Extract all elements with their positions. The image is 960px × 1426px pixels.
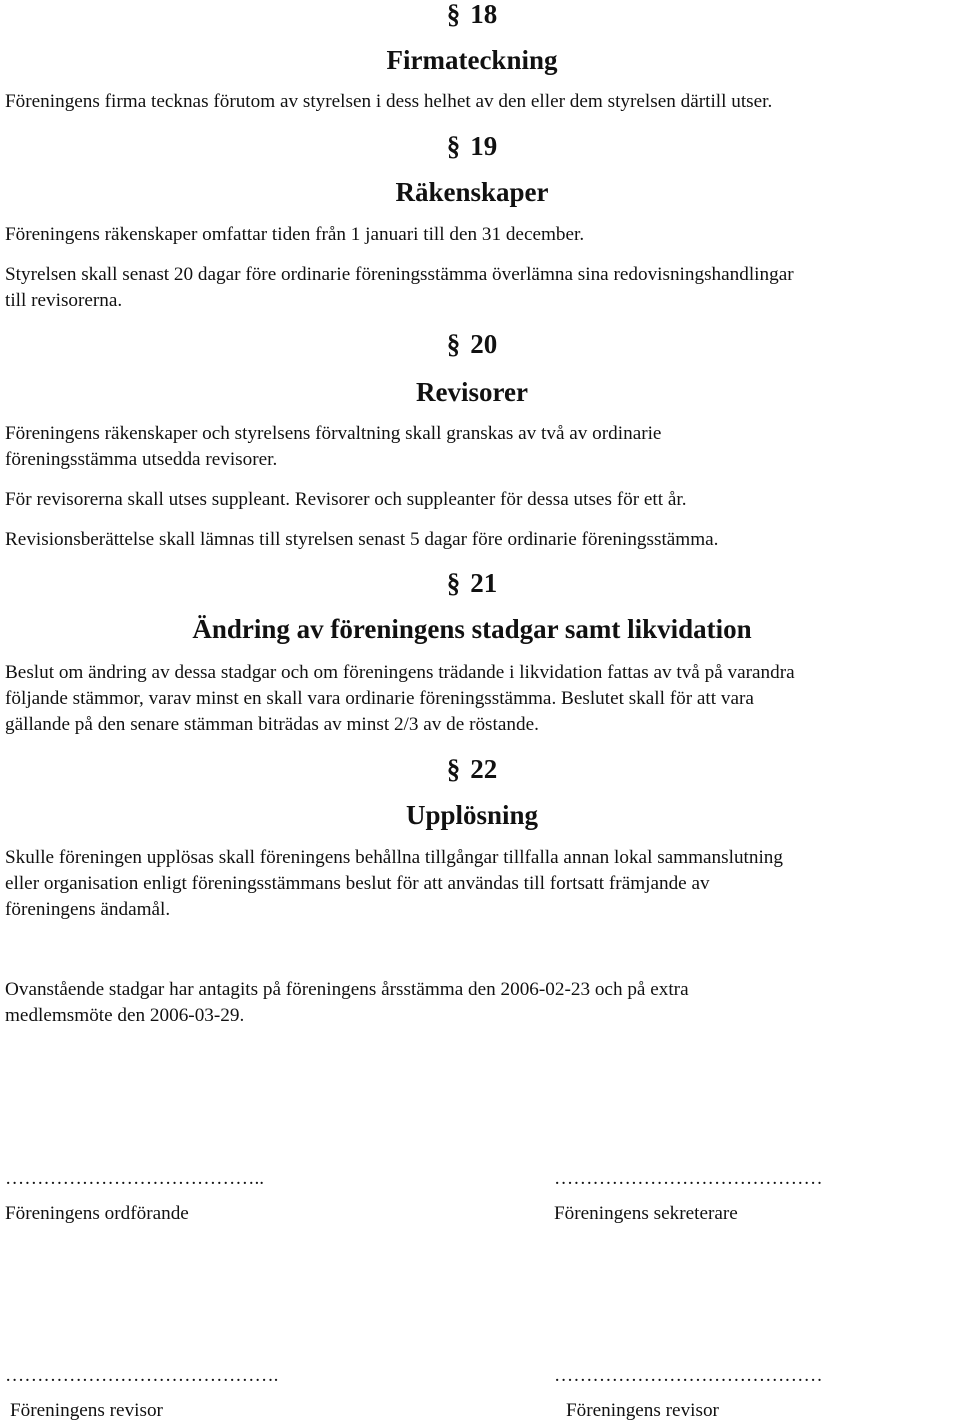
section-20-number: § 20 xyxy=(446,329,498,359)
section-20-paragraph-1: Föreningens räkenskaper och styrelsens förvaltning skall granskas av två av ordinarie föreningsstämma utsedda revisorer. xyxy=(5,423,662,470)
section-20-paragraph-3: Revisionsberättelse skall lämnas till styrelsen senast 5 dagar före ordinarie föreningsstämma. xyxy=(5,529,719,550)
signature-line-chairman: ………………………………….. xyxy=(5,1168,265,1189)
section-19-number: § 19 xyxy=(446,131,498,161)
signature-line-auditor-2: …………………………………… xyxy=(554,1365,823,1386)
section-19-paragraph-1: Föreningens räkenskaper omfattar tiden från 1 januari till den 31 december. xyxy=(5,224,585,245)
signature-line-secretary: …………………………………… xyxy=(554,1168,823,1189)
section-18-paragraph: Föreningens firma tecknas förutom av styrelsen i dess helhet av den eller dem styrelsen därtill utser. xyxy=(5,91,773,112)
signature-label-chairman: Föreningens ordförande xyxy=(5,1203,189,1224)
section-21-title: Ändring av föreningens stadgar samt likvidation xyxy=(192,614,752,644)
section-20-paragraph-2: För revisorerna skall utses suppleant. Revisorer och suppleanter för dessa utses för ett år. xyxy=(5,489,687,510)
section-20-title: Revisorer xyxy=(416,377,528,407)
signature-label-auditor-1: Föreningens revisor xyxy=(10,1400,163,1421)
signature-line-auditor-1: ……………………………………. xyxy=(5,1365,279,1386)
signature-label-auditor-2: Föreningens revisor xyxy=(566,1400,719,1421)
section-21-paragraph: Beslut om ändring av dessa stadgar och om föreningens trädande i likvidation fattas av två på varandra följande stämmor, varav minst en skall vara ordinarie föreningsstämma. Beslutet skall för att vara gällande på den senare stämman biträdas av minst 2/3 av de röstande. xyxy=(5,662,795,735)
adoption-note: Ovanstående stadgar har antagits på föreningens årsstämma den 2006-02-23 och på extra medlemsmöte den 2006-03-29. xyxy=(5,979,689,1026)
section-19-paragraph-2: Styrelsen skall senast 20 dagar före ordinarie föreningsstämma överlämna sina redovisningshandlingar till revisorerna. xyxy=(5,264,794,311)
section-22-title: Upplösning xyxy=(405,800,539,830)
section-19-title: Räkenskaper xyxy=(395,177,549,207)
signature-label-secretary: Föreningens sekreterare xyxy=(554,1203,738,1224)
section-18-title: Firmateckning xyxy=(386,45,558,75)
section-18-number: § 18 xyxy=(446,0,498,29)
section-22-paragraph: Skulle föreningen upplösas skall föreningens behållna tillgångar tillfalla annan lokal sammanslutning eller organisation enligt föreningsstämmans beslut för att användas till fortsatt främjande av föreningens ändamål. xyxy=(5,847,783,920)
section-21-number: § 21 xyxy=(446,568,498,598)
section-22-number: § 22 xyxy=(446,754,498,784)
